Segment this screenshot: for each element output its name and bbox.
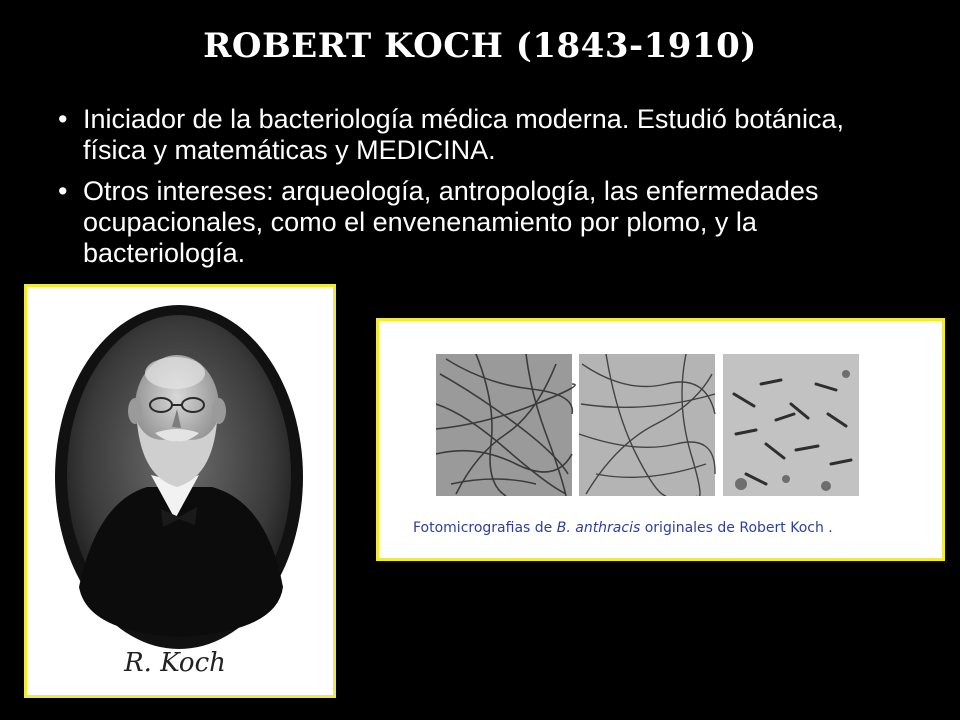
- micrograph-panels: [436, 354, 859, 496]
- bullet-item: • Iniciador de la bacteriología médica moderna. Estudió botánica, física y matemáticas y MEDICINA.: [58, 104, 888, 166]
- caption-species: B. anthracis: [556, 520, 641, 536]
- slide-title: ROBERT KOCH (1843-1910): [203, 26, 757, 66]
- caption-prefix: Fotomicrografias de: [413, 520, 557, 536]
- bullet-list: [58, 104, 888, 279]
- micrograph-panel-1: [436, 354, 575, 496]
- micrograph-figure: [376, 318, 945, 561]
- portrait-image: [27, 287, 333, 695]
- caption-suffix: originales de Robert Koch .: [640, 520, 833, 536]
- micrograph-caption: [413, 520, 833, 536]
- micrograph-panel-2: [579, 354, 715, 496]
- signature: R. Koch: [124, 648, 226, 678]
- micrograph-panel-3: [723, 354, 859, 496]
- bullet-item: • Otros intereses: arqueología, antropología, las enfermedades ocupacionales, como el envenenamiento por plomo, y la bacteriología.: [58, 176, 888, 269]
- koch-portrait: [24, 284, 336, 698]
